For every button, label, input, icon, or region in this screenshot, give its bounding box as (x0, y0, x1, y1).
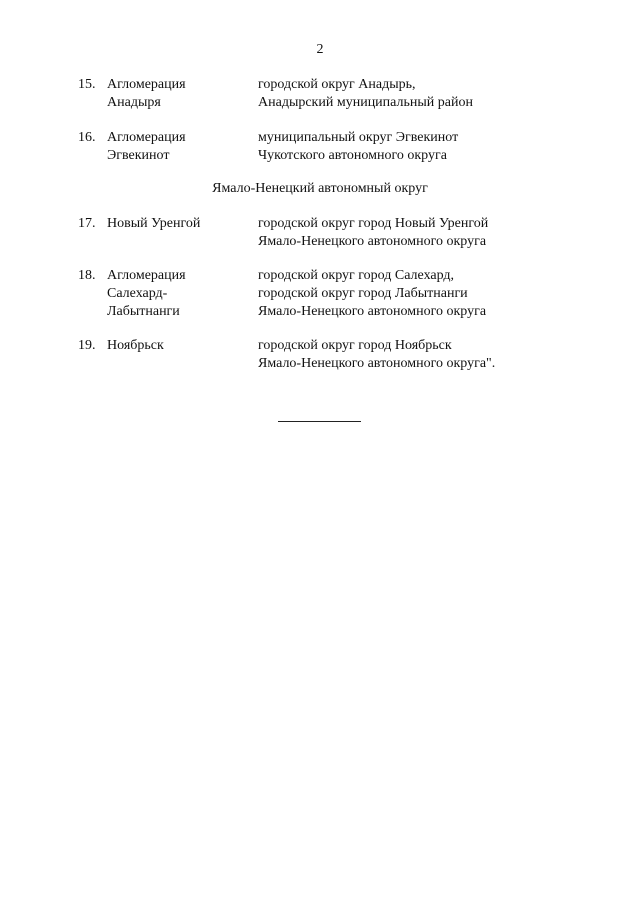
item-name-line: Агломерация (107, 130, 186, 145)
item-name-line: Агломерация (107, 77, 186, 92)
item-name (107, 215, 257, 233)
item-territory-line: городской округ город Салехард, (258, 268, 455, 283)
item-territory-line: городской округ город Ноябрьск (258, 338, 452, 353)
section-heading: Ямало-Ненецкий автономный округ (212, 181, 428, 196)
item-name (107, 76, 257, 112)
item-name-line: Агломерация (107, 268, 186, 283)
item-name-line: Лабытнанги (107, 304, 180, 319)
item-name-line: Эгвекинот (107, 148, 170, 163)
item-territory-line: городской округ город Новый Уренгой (258, 216, 489, 231)
item-territory (258, 76, 588, 112)
item-name (107, 267, 257, 321)
item-territory-line: муниципальный округ Эгвекинот (258, 130, 459, 145)
item-territory-line: Чукотского автономного округа (258, 148, 447, 163)
item-number: 15. (78, 77, 96, 92)
item-territory (258, 337, 588, 373)
item-name-line: Новый Уренгой (107, 216, 201, 231)
item-name (107, 337, 257, 355)
item-name (107, 129, 257, 165)
item-territory (258, 267, 588, 321)
item-territory-line: Ямало-Ненецкого автономного округа (258, 234, 487, 249)
item-territory-line: городской округ Анадырь, (258, 77, 416, 92)
item-territory-line: Анадырский муниципальный район (258, 95, 473, 110)
item-territory-line: Ямало-Ненецкого автономного округа (258, 304, 487, 319)
item-territory (258, 129, 588, 165)
item-territory-line: Ямало-Ненецкого автономного округа". (258, 356, 496, 371)
item-number: 19. (78, 338, 96, 353)
item-number: 17. (78, 216, 96, 231)
item-territory-line: городской округ город Лабытнанги (258, 286, 468, 301)
item-name-line: Анадыря (107, 95, 161, 110)
item-number: 18. (78, 268, 96, 283)
end-divider (278, 421, 361, 422)
item-number: 16. (78, 130, 96, 145)
item-territory (258, 215, 588, 251)
page-number: 2 (316, 42, 324, 57)
item-name-line: Салехард- (107, 286, 168, 301)
item-name-line: Ноябрьск (107, 338, 164, 353)
